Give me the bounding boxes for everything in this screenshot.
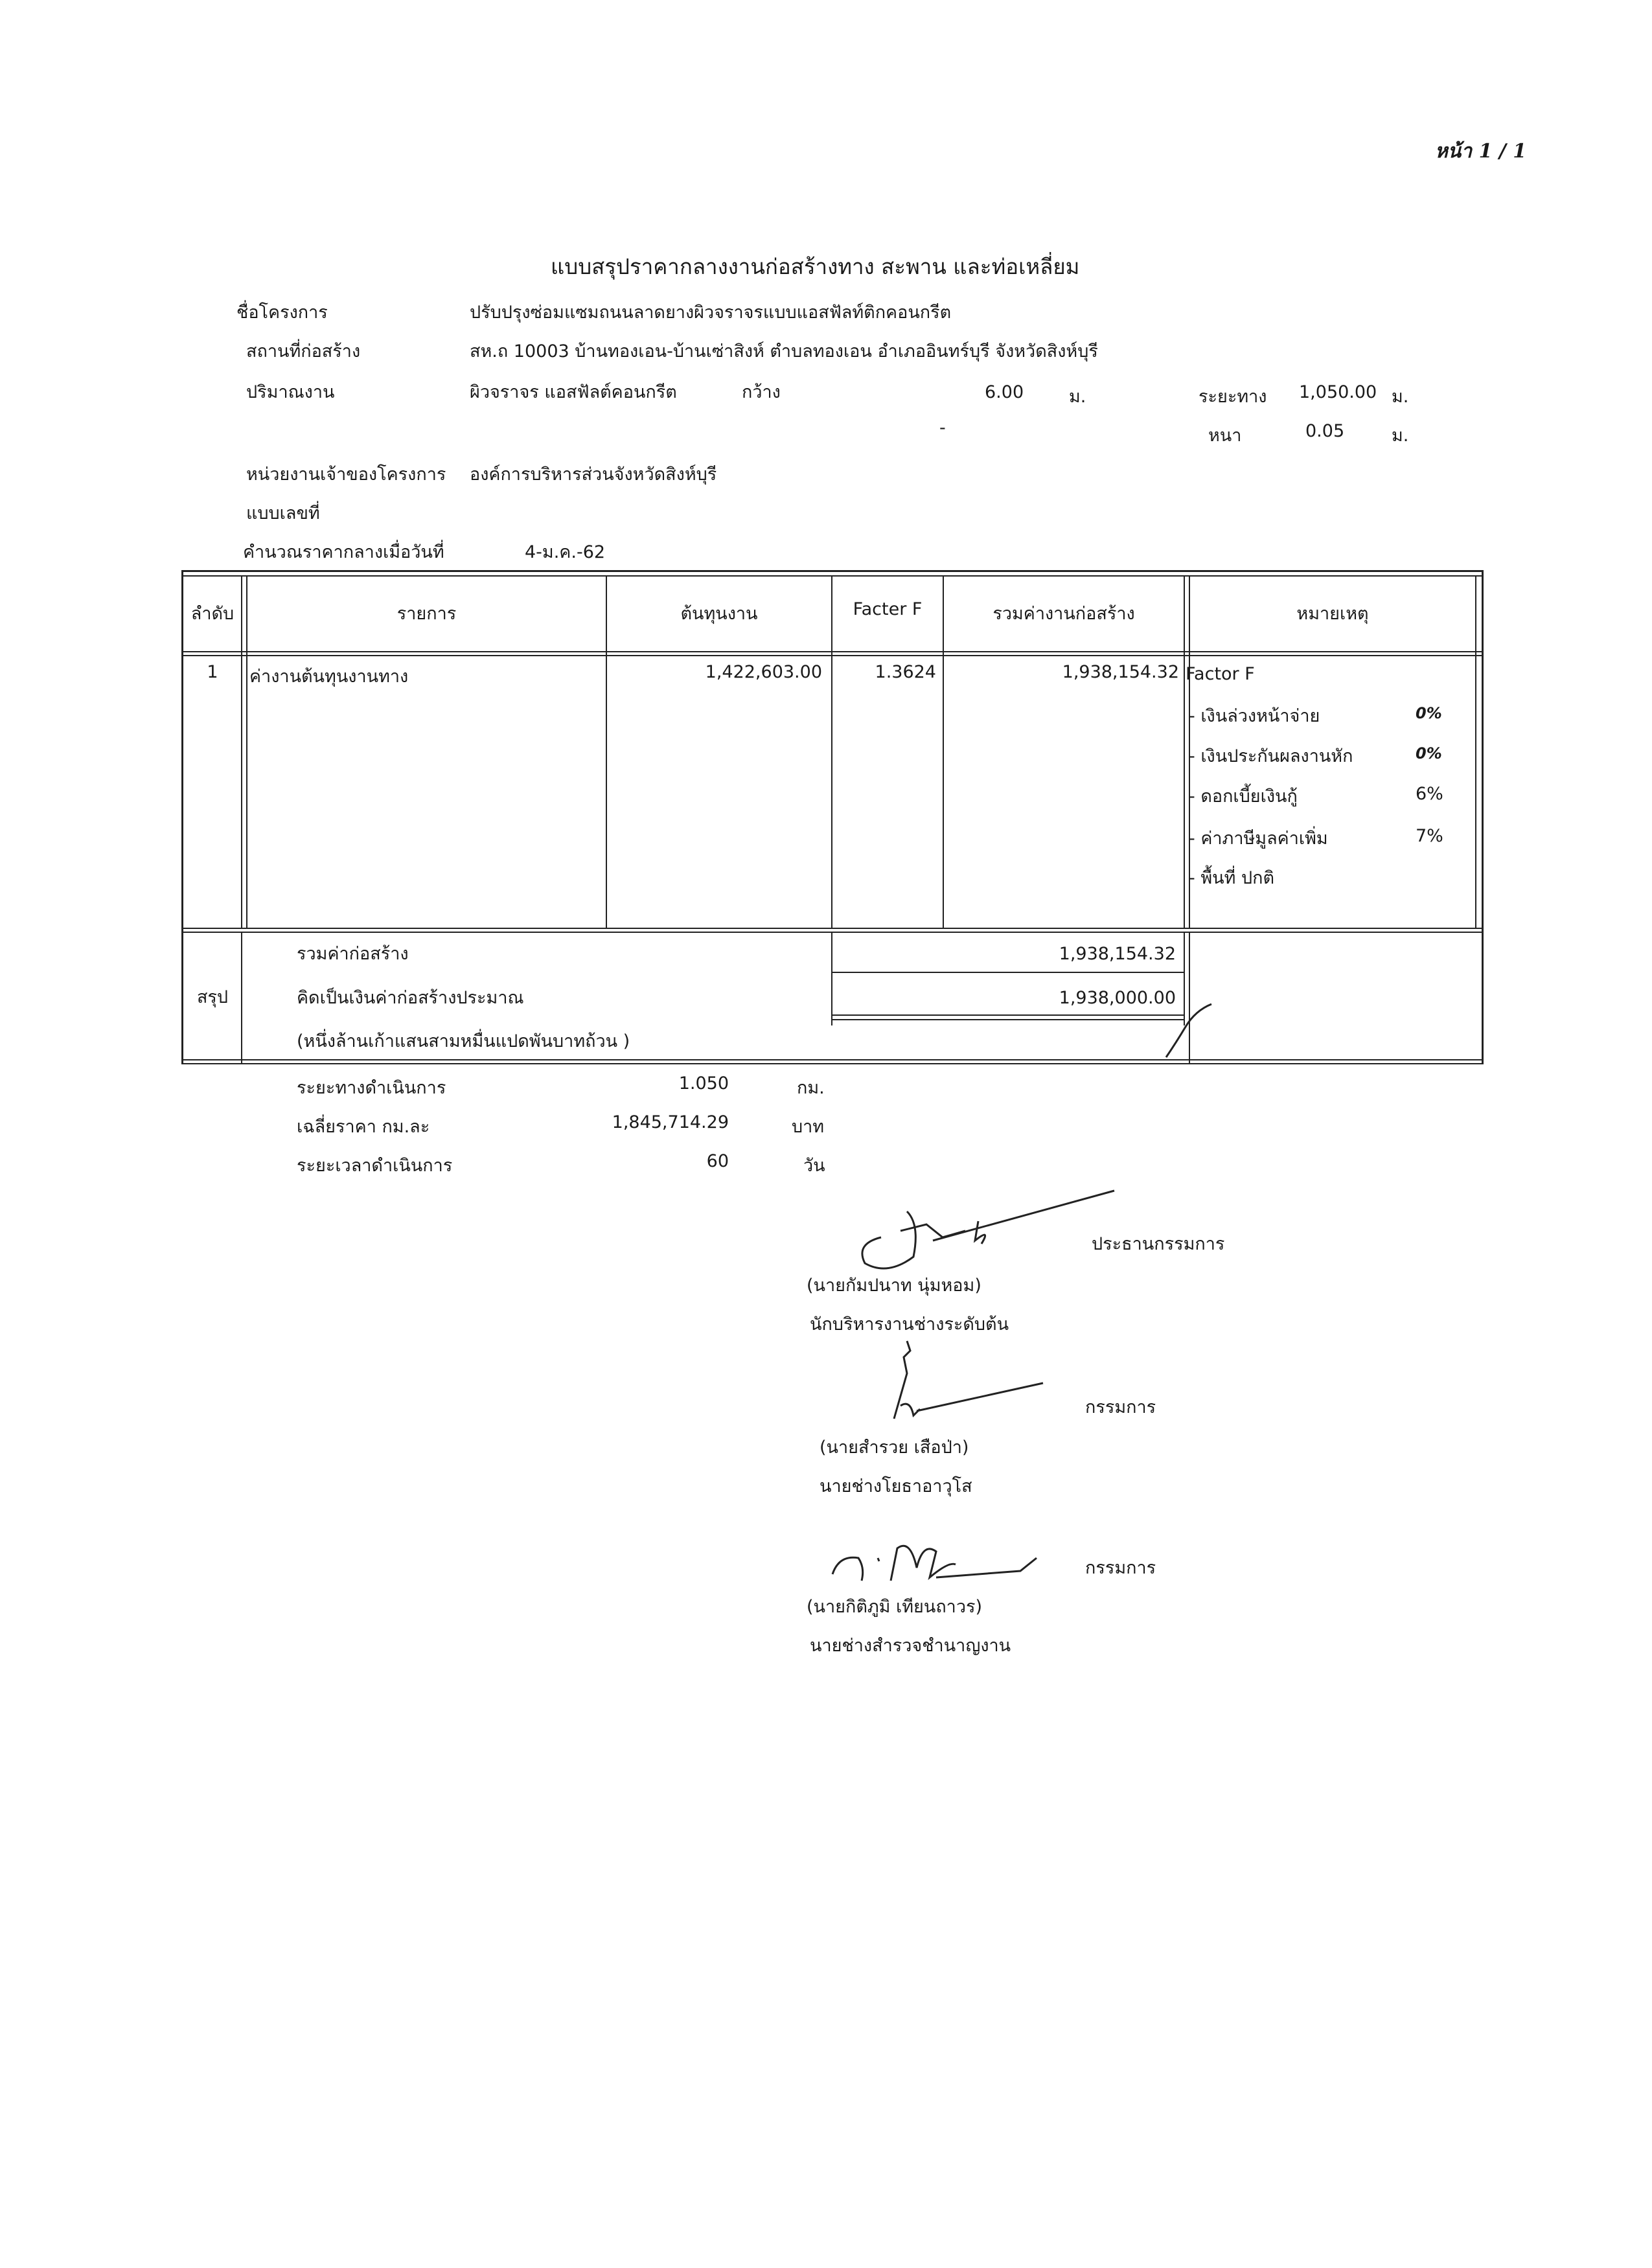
remark-value: 0% [1416,704,1442,722]
header-item: รายการ [396,604,457,624]
remark-label: - ค่าภาษีมูลค่าเพิ่ม [1189,829,1328,849]
signature-3-name: (นายกิติภูมิ เทียนถาวร) [807,1597,983,1617]
thickness-unit: ม. [1392,426,1409,446]
stat-label: เฉลี่ยราคา กม.ละ [297,1117,430,1137]
stat-value: 1,845,714.29 [612,1112,729,1132]
owner-label: หน่วยงานเจ้าของโครงการ [246,464,446,485]
signature-1-name: (นายกัมปนาท นุ่มหอม) [807,1276,981,1296]
surface-value: ผิวจราจร แอสฟัลต์คอนกรีต [470,382,677,402]
calc-date-value: 4-ม.ค.-62 [525,542,606,562]
stat-unit: วัน [803,1156,825,1176]
signature-1-position: นักบริหารงานช่างระดับต้น [810,1314,1009,1334]
table-border-top [181,570,1484,572]
width-label: กว้าง [742,382,781,402]
document-title: แบบสรุปราคากลางงานก่อสร้างทาง สะพาน และท่อเหลี่ยม [551,254,1080,279]
remark-value: 6% [1416,784,1443,804]
stat-label: ระยะทางดำเนินการ [297,1078,446,1098]
col-sep-1 [241,575,242,928]
distance-label: ระยะทาง [1199,387,1267,407]
remark-value: 7% [1416,826,1443,846]
header-divider-2 [181,655,1484,656]
header-remarks: หมายเหตุ [1296,604,1369,624]
stat-value: 1.050 [678,1073,729,1094]
stat-unit: กม. [797,1078,825,1098]
summary-words: (หนึ่งล้านเก้าแสนสามหมื่นแปดพันบาทถ้วน ) [297,1031,630,1051]
header-no: ลำดับ [190,604,235,624]
col-sep-1b [246,575,247,928]
row-no: 1 [207,662,218,682]
remark-label: - พื้นที่ ปกติ [1189,868,1274,888]
col-sep-3 [831,575,832,928]
table-border-right [1482,570,1484,1064]
calc-date-label: คำนวณราคากลางเมื่อวันที่ [243,542,444,562]
volume-label: ปริมาณงาน [246,382,335,402]
row-cost: 1,422,603.00 [705,662,822,682]
header-cost: ต้นทุนงาน [680,604,758,624]
signature-1-icon [829,1186,1127,1276]
check-mark-icon [1160,998,1218,1062]
summary-total-value: 1,938,154.32 [1059,944,1176,964]
header-divider [181,651,1484,652]
col-sep-5 [1184,575,1185,928]
body-divider-2 [181,932,1484,933]
row-total: 1,938,154.32 [1062,662,1179,682]
table-border-bottom-2 [181,1063,1484,1064]
summary-box-left [831,932,832,1025]
col-sep-4 [943,575,944,928]
table-border-bottom [181,1059,1484,1060]
remark-value: 0% [1416,744,1442,762]
signature-2-position: นายช่างโยธาอาวุโส [820,1476,972,1496]
distance-value: 1,050.00 [1299,382,1377,402]
distance-unit: ม. [1392,387,1409,407]
width-unit: ม. [1069,387,1086,407]
signature-3-icon [826,1529,1046,1600]
summary-box-bottom [831,1014,1185,1016]
signature-3-role: กรรมการ [1085,1558,1156,1578]
header-total: รวมค่างานก่อสร้าง [992,604,1135,624]
thickness-value: 0.05 [1305,421,1345,441]
stat-value: 60 [706,1151,729,1171]
summary-box-bottom-2 [831,1019,1185,1020]
owner-value: องค์การบริหารส่วนจังหวัดสิงห์บุรี [470,464,717,485]
location-label: สถานที่ก่อสร้าง [246,341,361,361]
summary-total-label: รวมค่าก่อสร้าง [297,944,409,964]
stat-label: ระยะเวลาดำเนินการ [297,1156,453,1176]
remark-label: - เงินประกันผลงานหัก [1189,746,1353,766]
table-border-top-inner [181,575,1484,577]
remark-label: - เงินล่วงหน้าจ่าย [1189,706,1320,726]
body-divider [181,928,1484,929]
stat-unit: บาท [792,1117,825,1137]
signature-2-role: กรรมการ [1085,1397,1156,1417]
signature-2-name: (นายสำรวย เสือป่า) [820,1438,969,1458]
page-number: หน้า 1 / 1 [1435,140,1527,163]
summary-box-mid [831,972,1185,973]
dash-mark: - [939,418,946,438]
signature-3-position: นายช่างสำรวจชำนาญงาน [810,1636,1011,1656]
width-value: 6.00 [985,382,1024,402]
summary-approx-label: คิดเป็นเงินค่าก่อสร้างประมาณ [297,988,524,1008]
plan-label: แบบเลขที่ [246,503,320,523]
remarks-title: Factor F [1186,664,1255,684]
project-label: ชื่อโครงการ [236,303,328,323]
remark-label: - ดอกเบี้ยเงินกู้ [1189,786,1298,807]
header-factor: Facter F [853,599,923,619]
project-value: ปรับปรุงซ่อมแซมถนนลาดยางผิวจราจรแบบแอสฟัลท์ติกคอนกรีต [470,303,952,323]
col-sep-2 [606,575,607,928]
location-value: สห.ถ 10003 บ้านทองเอน-บ้านเซ่าสิงห์ ตำบลทองเอน อำเภออินทร์บุรี จังหวัดสิงห์บุรี [470,341,1098,361]
signature-2-icon [881,1334,1050,1425]
summary-label: สรุป [196,987,229,1007]
signature-1-role: ประธานกรรมการ [1092,1234,1225,1254]
table-border-right-inner [1475,575,1476,928]
summary-approx-value: 1,938,000.00 [1059,988,1176,1008]
row-item: ค่างานต้นทุนงานทาง [249,667,409,687]
row-factor: 1.3624 [875,662,936,682]
thickness-label: หนา [1208,426,1242,446]
